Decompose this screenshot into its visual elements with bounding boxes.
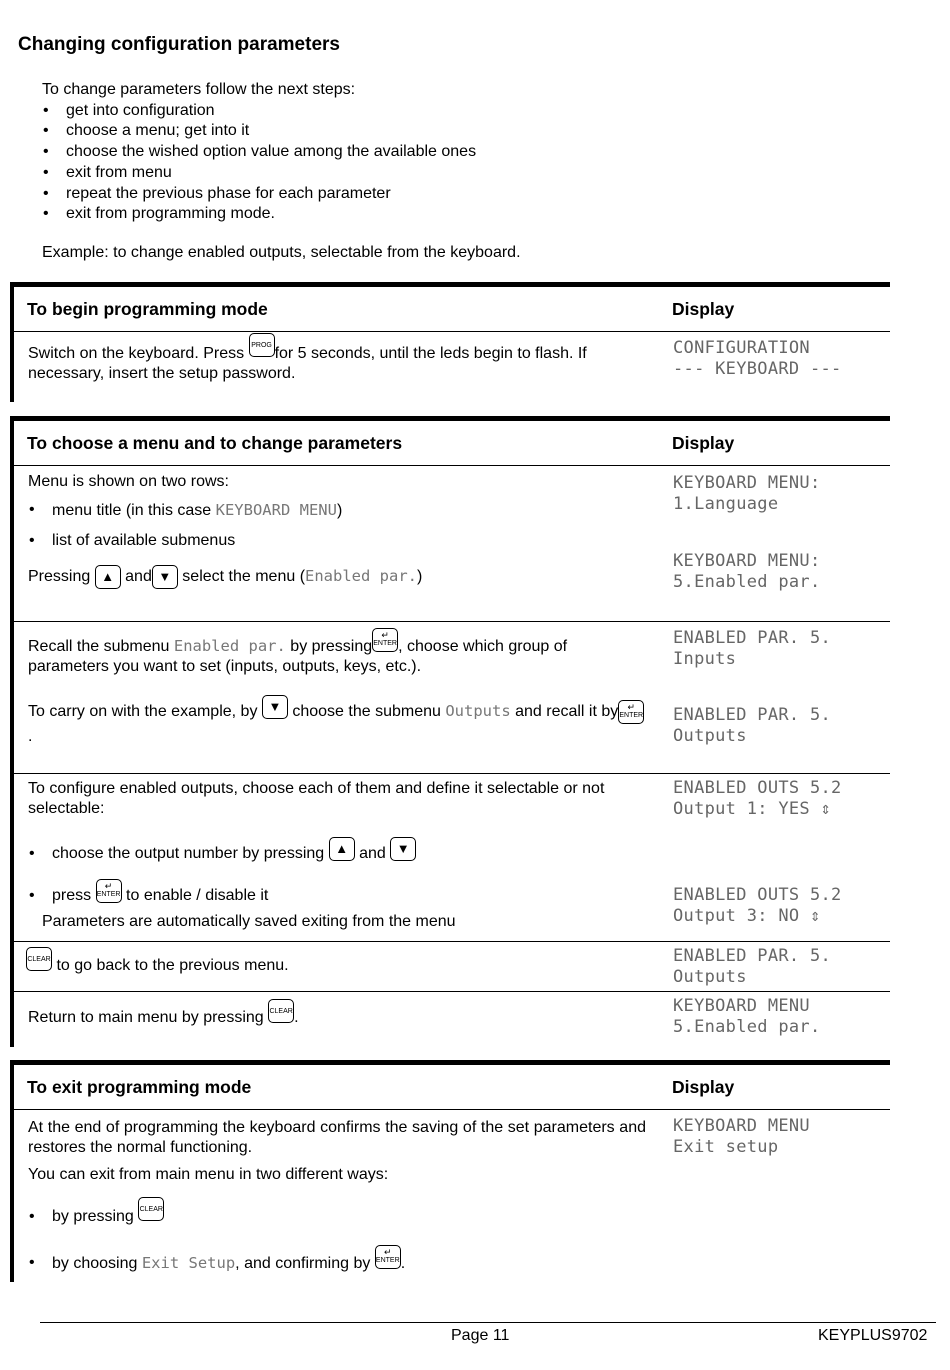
text: . [294,1009,299,1026]
lcd-display: ENABLED OUTS 5.2 Output 1: YES ⇕ [673,778,842,819]
text: and [120,568,152,586]
key-label: ENTER [619,711,644,719]
arrow-glyph: ↵ [381,629,389,640]
intro-lead: To change parameters follow the next steps: [42,81,356,98]
text: You can exit from main menu in two different ways: [28,1166,389,1183]
section-row [14,332,890,400]
section-title: To exit programming mode [27,1077,252,1097]
page-title: Changing configuration parameters [18,34,340,55]
text: . [400,1255,406,1272]
row-text [28,1118,646,1274]
note: Parameters are automatically saved exiting from the menu [42,913,456,930]
text: At the end of programming the keyboard confirms the saving of the set parameters and restores the normal functioning. [28,1119,646,1156]
arrow-glyph: ↵ [104,880,113,891]
step-item: • repeat the previous phase for each parameter [42,184,521,205]
lcd-display: KEYBOARD MENU: 5.Enabled par. [673,551,821,592]
text: , and confirming by [235,1255,375,1272]
page-number: Page 11 [451,1327,510,1344]
section-row [14,774,890,942]
bullet-item [28,1207,646,1227]
display-header: Display [672,433,735,453]
clear-key-icon [138,1197,164,1221]
lcd-display: ENABLED PAR. 5. Outputs [673,705,832,746]
enter-key-icon [96,879,122,903]
row-text [28,1008,646,1028]
row-text [26,956,644,976]
clear-key-icon [268,999,294,1023]
text: Return to main menu by pressing [28,1009,269,1026]
text: by pressing [285,638,373,655]
row-text [28,472,646,589]
text: Switch on the keyboard. Press [28,345,249,362]
key-label: PROG [251,341,272,349]
step-item: • choose the wished option value among the available ones [42,142,521,163]
up-key-icon [329,837,355,861]
arrow-glyph: ↵ [384,1246,392,1257]
bullet-item [28,1246,646,1274]
arrow-glyph: ▲ [335,840,349,856]
step-item: • exit from programming mode. [42,204,521,225]
text: To carry on with the example, by [28,703,262,720]
step-item: • exit from menu [42,163,521,184]
intro-example: Example: to change enabled outputs, selectable from the keyboard. [42,243,521,261]
bullet-item [28,500,646,521]
row-text [28,779,646,932]
section-row [14,942,890,992]
lcd-display: ENABLED PAR. 5. Inputs [673,628,832,669]
text-line [28,699,646,749]
document-model: KEYPLUS9702 [818,1327,928,1344]
text: press [52,887,96,904]
text: , choose which group of parameters you want to set (inputs, outputs, keys, etc.). [28,638,568,675]
key-label: CLEAR [139,1205,163,1213]
enter-key-icon [375,1245,401,1269]
text: Pressing [28,568,95,586]
key-label: ENTER [373,639,397,647]
section-title: To choose a menu and to change parameters [27,433,403,453]
arrow-glyph: ↵ [627,701,636,712]
enter-key-icon [372,628,398,652]
text: Recall the submenu [28,638,174,655]
up-key-icon [95,565,121,589]
lcd-display: KEYBOARD MENU: 1.Language [673,473,821,514]
text: and recall it by [510,703,619,720]
lcd-display: KEYBOARD MENU Exit setup [673,1116,810,1157]
text-line [28,565,646,589]
text: . [28,728,33,745]
section-title: To begin programming mode [27,299,268,319]
down-key-icon [390,837,416,861]
text: choose the output number by pressing [52,845,329,862]
key-label: ENTER [375,1256,400,1264]
section-row [14,992,890,1044]
section-begin-programming [10,282,890,402]
inline-code: KEYBOARD MENU [215,501,337,519]
text: ) [417,568,423,586]
inline-code: Exit Setup [141,1254,236,1272]
section-row [14,1110,890,1280]
intro [42,80,521,264]
arrow-glyph: ▲ [101,569,115,584]
section-header [14,421,890,466]
arrow-glyph: ▼ [268,698,282,714]
display-header: Display [672,299,735,319]
clear-key-icon [26,947,52,971]
arrow-glyph: ▼ [396,840,410,856]
text-line [28,629,646,677]
key-label: ENTER [96,890,121,898]
text: Menu is shown on two rows: [28,473,229,490]
row-text [28,341,646,384]
enter-key-icon [618,700,644,724]
lcd-display: KEYBOARD MENU 5.Enabled par. [673,996,821,1037]
lcd-display: ENABLED OUTS 5.2 Output 3: NO ⇕ [673,885,842,926]
text: choose the submenu [287,703,446,720]
lcd-display: ENABLED PAR. 5. Outputs [673,946,832,987]
text: by choosing [52,1255,142,1272]
step-item: • get into configuration [42,101,521,122]
section-row [14,622,890,774]
inline-code: Enabled par. [173,637,286,655]
text: by pressing [52,1208,139,1225]
prog-key-icon [249,333,275,357]
lcd-display: CONFIGURATION --- KEYBOARD --- [673,338,842,379]
text: select the menu ( [177,568,306,586]
row-text [28,629,646,749]
bullet-item [28,880,646,906]
text: To configure enabled outputs, choose each of them and define it selectable or not selectable: [28,780,605,817]
text: menu title (in this case [52,502,216,519]
text: and [354,845,391,862]
bullet-item [28,840,646,864]
down-key-icon [152,565,178,589]
down-key-icon [262,695,288,719]
key-label: CLEAR [27,955,51,963]
text: for 5 seconds, until the leds begin to flash. If necessary, insert the setup password. [28,345,587,382]
section-header [14,287,890,332]
footer-divider [40,1322,936,1323]
display-header: Display [672,1077,735,1097]
text: to enable / disable it [121,887,269,904]
bullet-item: • list of available submenus [28,531,646,551]
step-item: • choose a menu; get into it [42,121,521,142]
section-row [14,466,890,622]
section-choose-menu [10,416,890,1047]
arrow-glyph: ▼ [158,569,172,584]
section-header [14,1065,890,1110]
inline-code: Enabled par. [305,567,417,586]
text: to go back to the previous menu. [52,957,289,974]
text: ) [336,502,343,519]
inline-code: Outputs [445,702,511,720]
section-exit-programming [10,1060,890,1282]
key-label: CLEAR [269,1007,293,1015]
